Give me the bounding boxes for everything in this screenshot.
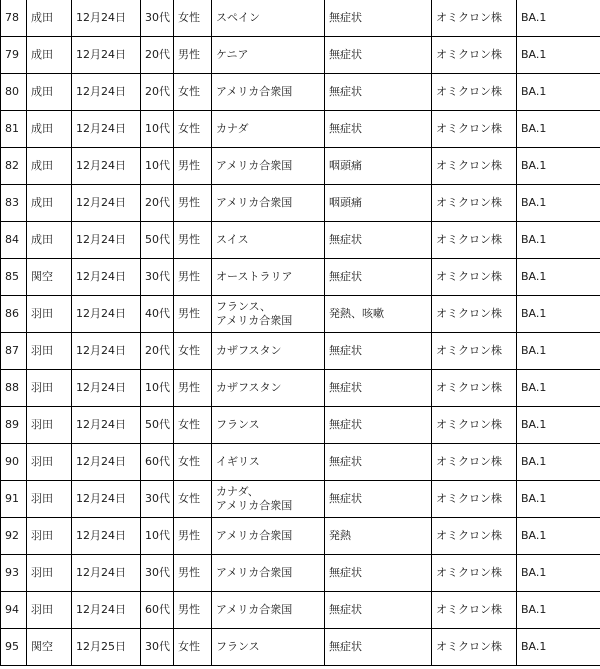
table-row <box>1 444 600 481</box>
sex-cell: 男性 <box>174 185 212 222</box>
sex-cell: 男性 <box>174 259 212 296</box>
date-cell: 12月24日 <box>72 370 141 407</box>
age-cell: 30代 <box>141 481 174 518</box>
sex-cell: 女性 <box>174 629 212 666</box>
country-line: カザフスタン <box>216 344 282 357</box>
strain-cell: オミクロン株 <box>432 518 517 555</box>
age-cell: 50代 <box>141 407 174 444</box>
case-number-cell: 79 <box>1 37 27 74</box>
country-line: アメリカ合衆国 <box>216 529 293 542</box>
lineage-cell: BA.1 <box>517 0 600 37</box>
country-cell <box>212 444 325 481</box>
symptom-cell: 無症状 <box>325 370 432 407</box>
country-cell <box>212 0 325 37</box>
country-line: ケニア <box>216 48 249 61</box>
country-cell <box>212 259 325 296</box>
sex-cell: 男性 <box>174 148 212 185</box>
lineage-cell: BA.1 <box>517 592 600 629</box>
country-cell <box>212 296 325 333</box>
symptom-cell: 無症状 <box>325 111 432 148</box>
sex-cell: 女性 <box>174 0 212 37</box>
strain-cell: オミクロン株 <box>432 74 517 111</box>
strain-cell: オミクロン株 <box>432 629 517 666</box>
country-line: イギリス <box>216 455 260 468</box>
sex-cell: 女性 <box>174 407 212 444</box>
symptom-cell: 無症状 <box>325 37 432 74</box>
airport-cell: 羽田 <box>27 407 72 444</box>
age-cell: 30代 <box>141 259 174 296</box>
strain-cell: オミクロン株 <box>432 111 517 148</box>
case-table-body <box>1 0 600 666</box>
strain-cell: オミクロン株 <box>432 481 517 518</box>
strain-cell: オミクロン株 <box>432 259 517 296</box>
country-cell <box>212 592 325 629</box>
symptom-cell: 無症状 <box>325 0 432 37</box>
strain-cell: オミクロン株 <box>432 222 517 259</box>
strain-cell: オミクロン株 <box>432 444 517 481</box>
lineage-cell: BA.1 <box>517 407 600 444</box>
age-cell: 10代 <box>141 111 174 148</box>
symptom-cell: 無症状 <box>325 407 432 444</box>
country-line: アメリカ合衆国 <box>216 499 293 512</box>
date-cell: 12月24日 <box>72 555 141 592</box>
symptom-cell: 無症状 <box>325 444 432 481</box>
country-line: アメリカ合衆国 <box>216 566 293 579</box>
table-row <box>1 148 600 185</box>
lineage-cell: BA.1 <box>517 518 600 555</box>
case-number-cell: 84 <box>1 222 27 259</box>
airport-cell: 羽田 <box>27 333 72 370</box>
lineage-cell: BA.1 <box>517 259 600 296</box>
symptom-cell: 発熱、咳嗽 <box>325 296 432 333</box>
lineage-cell: BA.1 <box>517 370 600 407</box>
symptom-cell: 無症状 <box>325 333 432 370</box>
symptom-cell: 無症状 <box>325 259 432 296</box>
date-cell: 12月24日 <box>72 37 141 74</box>
sex-cell: 男性 <box>174 555 212 592</box>
strain-cell: オミクロン株 <box>432 370 517 407</box>
airport-cell: 羽田 <box>27 370 72 407</box>
symptom-cell: 無症状 <box>325 629 432 666</box>
sex-cell: 男性 <box>174 37 212 74</box>
strain-cell: オミクロン株 <box>432 407 517 444</box>
airport-cell: 関空 <box>27 629 72 666</box>
date-cell: 12月24日 <box>72 481 141 518</box>
sex-cell: 男性 <box>174 592 212 629</box>
date-cell: 12月25日 <box>72 629 141 666</box>
country-cell <box>212 111 325 148</box>
airport-cell: 成田 <box>27 222 72 259</box>
table-row <box>1 74 600 111</box>
airport-cell: 成田 <box>27 74 72 111</box>
sex-cell: 女性 <box>174 444 212 481</box>
symptom-cell: 咽頭痛 <box>325 148 432 185</box>
airport-cell: 羽田 <box>27 296 72 333</box>
table-row <box>1 222 600 259</box>
case-number-cell: 91 <box>1 481 27 518</box>
lineage-cell: BA.1 <box>517 185 600 222</box>
table-row <box>1 407 600 444</box>
date-cell: 12月24日 <box>72 407 141 444</box>
country-line: アメリカ合衆国 <box>216 85 293 98</box>
strain-cell: オミクロン株 <box>432 333 517 370</box>
airport-cell: 成田 <box>27 148 72 185</box>
sex-cell: 女性 <box>174 74 212 111</box>
country-line: スイス <box>216 233 249 246</box>
table-row <box>1 592 600 629</box>
country-line: カナダ <box>216 122 249 135</box>
strain-cell: オミクロン株 <box>432 296 517 333</box>
date-cell: 12月24日 <box>72 518 141 555</box>
sex-cell: 女性 <box>174 333 212 370</box>
case-number-cell: 88 <box>1 370 27 407</box>
country-line: アメリカ合衆国 <box>216 314 293 327</box>
age-cell: 30代 <box>141 0 174 37</box>
sex-cell: 男性 <box>174 222 212 259</box>
strain-cell: オミクロン株 <box>432 185 517 222</box>
case-number-cell: 80 <box>1 74 27 111</box>
airport-cell: 羽田 <box>27 444 72 481</box>
age-cell: 10代 <box>141 370 174 407</box>
date-cell: 12月24日 <box>72 444 141 481</box>
airport-cell: 成田 <box>27 37 72 74</box>
case-number-cell: 82 <box>1 148 27 185</box>
date-cell: 12月24日 <box>72 333 141 370</box>
case-number-cell: 95 <box>1 629 27 666</box>
date-cell: 12月24日 <box>72 185 141 222</box>
age-cell: 10代 <box>141 148 174 185</box>
table-row <box>1 296 600 333</box>
airport-cell: 関空 <box>27 259 72 296</box>
airport-cell: 羽田 <box>27 481 72 518</box>
table-row <box>1 370 600 407</box>
symptom-cell: 無症状 <box>325 592 432 629</box>
sex-cell: 女性 <box>174 111 212 148</box>
age-cell: 30代 <box>141 555 174 592</box>
age-cell: 20代 <box>141 37 174 74</box>
date-cell: 12月24日 <box>72 148 141 185</box>
sex-cell: 男性 <box>174 296 212 333</box>
country-line: カザフスタン <box>216 381 282 394</box>
table-row <box>1 333 600 370</box>
table-row <box>1 629 600 666</box>
strain-cell: オミクロン株 <box>432 37 517 74</box>
case-number-cell: 81 <box>1 111 27 148</box>
age-cell: 20代 <box>141 185 174 222</box>
country-cell <box>212 222 325 259</box>
lineage-cell: BA.1 <box>517 148 600 185</box>
age-cell: 50代 <box>141 222 174 259</box>
strain-cell: オミクロン株 <box>432 0 517 37</box>
table-row <box>1 518 600 555</box>
table-row <box>1 185 600 222</box>
table-row <box>1 481 600 518</box>
date-cell: 12月24日 <box>72 222 141 259</box>
lineage-cell: BA.1 <box>517 111 600 148</box>
country-line: アメリカ合衆国 <box>216 196 293 209</box>
country-cell <box>212 185 325 222</box>
table-row <box>1 0 600 37</box>
sex-cell: 男性 <box>174 518 212 555</box>
airport-cell: 成田 <box>27 111 72 148</box>
case-number-cell: 83 <box>1 185 27 222</box>
symptom-cell: 発熱 <box>325 518 432 555</box>
country-line: アメリカ合衆国 <box>216 159 293 172</box>
country-cell <box>212 333 325 370</box>
airport-cell: 羽田 <box>27 518 72 555</box>
lineage-cell: BA.1 <box>517 629 600 666</box>
country-line: フランス <box>216 640 260 653</box>
age-cell: 20代 <box>141 333 174 370</box>
symptom-cell: 無症状 <box>325 481 432 518</box>
age-cell: 10代 <box>141 518 174 555</box>
strain-cell: オミクロン株 <box>432 555 517 592</box>
sex-cell: 女性 <box>174 481 212 518</box>
date-cell: 12月24日 <box>72 111 141 148</box>
country-cell <box>212 74 325 111</box>
country-cell <box>212 555 325 592</box>
lineage-cell: BA.1 <box>517 444 600 481</box>
airport-cell: 羽田 <box>27 592 72 629</box>
table-row <box>1 555 600 592</box>
lineage-cell: BA.1 <box>517 333 600 370</box>
country-cell <box>212 148 325 185</box>
case-number-cell: 78 <box>1 0 27 37</box>
country-line: アメリカ合衆国 <box>216 603 293 616</box>
table-row <box>1 259 600 296</box>
case-number-cell: 86 <box>1 296 27 333</box>
country-cell <box>212 37 325 74</box>
date-cell: 12月24日 <box>72 296 141 333</box>
airport-cell: 羽田 <box>27 555 72 592</box>
age-cell: 60代 <box>141 444 174 481</box>
table-row <box>1 111 600 148</box>
lineage-cell: BA.1 <box>517 555 600 592</box>
country-line: カナダ、 <box>216 485 259 498</box>
age-cell: 30代 <box>141 629 174 666</box>
case-number-cell: 87 <box>1 333 27 370</box>
case-number-cell: 89 <box>1 407 27 444</box>
age-cell: 40代 <box>141 296 174 333</box>
date-cell: 12月24日 <box>72 74 141 111</box>
date-cell: 12月24日 <box>72 592 141 629</box>
age-cell: 60代 <box>141 592 174 629</box>
country-line: フランス、 <box>216 300 271 313</box>
country-cell <box>212 407 325 444</box>
date-cell: 12月24日 <box>72 0 141 37</box>
country-line: フランス <box>216 418 260 431</box>
country-cell <box>212 481 325 518</box>
symptom-cell: 無症状 <box>325 555 432 592</box>
country-cell <box>212 629 325 666</box>
case-number-cell: 92 <box>1 518 27 555</box>
strain-cell: オミクロン株 <box>432 592 517 629</box>
symptom-cell: 無症状 <box>325 74 432 111</box>
age-cell: 20代 <box>141 74 174 111</box>
airport-cell: 成田 <box>27 0 72 37</box>
sex-cell: 男性 <box>174 370 212 407</box>
country-cell <box>212 518 325 555</box>
table-row <box>1 37 600 74</box>
strain-cell: オミクロン株 <box>432 148 517 185</box>
symptom-cell: 無症状 <box>325 222 432 259</box>
lineage-cell: BA.1 <box>517 222 600 259</box>
country-line: オーストラリア <box>216 270 293 283</box>
airport-cell: 成田 <box>27 185 72 222</box>
lineage-cell: BA.1 <box>517 481 600 518</box>
case-number-cell: 93 <box>1 555 27 592</box>
case-number-cell: 85 <box>1 259 27 296</box>
case-number-cell: 90 <box>1 444 27 481</box>
country-cell <box>212 370 325 407</box>
lineage-cell: BA.1 <box>517 37 600 74</box>
date-cell: 12月24日 <box>72 259 141 296</box>
case-number-cell: 94 <box>1 592 27 629</box>
symptom-cell: 咽頭痛 <box>325 185 432 222</box>
lineage-cell: BA.1 <box>517 74 600 111</box>
lineage-cell: BA.1 <box>517 296 600 333</box>
country-line: スペイン <box>216 11 260 24</box>
